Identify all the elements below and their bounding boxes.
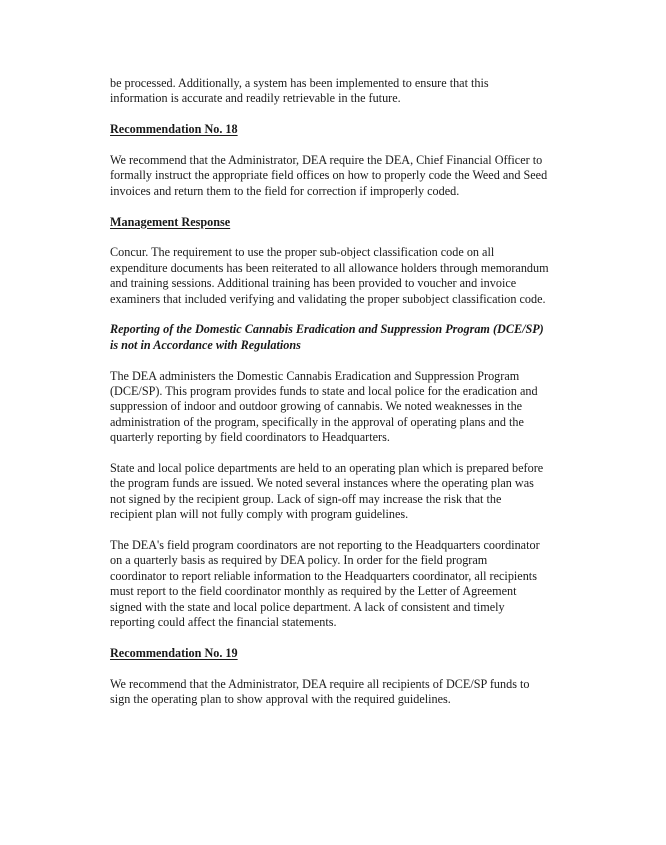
management-response-heading: Management Response xyxy=(110,214,231,229)
text-line: signed with the state and local police department. A lack of consistent and timely xyxy=(110,599,505,614)
dcesp-paragraph-1 xyxy=(110,369,592,446)
document-page xyxy=(110,76,592,708)
text-line: We recommend that the Administrator, DEA require the DEA, Chief Financial Officer to xyxy=(110,153,543,167)
text-line: suppression of indoor and outdoor growing of cannabis. We noted weaknesses in the xyxy=(110,399,523,414)
management-response-paragraph xyxy=(110,245,592,307)
text-line: expenditure documents has been reiterated to all allowance holders through memorandum xyxy=(110,260,549,275)
heading-line: is not in Accordance with Regulations xyxy=(110,337,301,352)
text-line: The DEA's field program coordinators are not reporting to the Headquarters coordinator xyxy=(110,538,540,553)
text-line: information is accurate and readily retrievable in the future. xyxy=(110,91,401,106)
dcesp-paragraph-3 xyxy=(110,538,592,630)
text-line: The DEA administers the Domestic Cannabis Eradication and Suppression Program xyxy=(110,368,520,383)
recommendation-18-paragraph xyxy=(110,153,592,199)
recommendation-19-paragraph xyxy=(110,677,592,708)
text-line: and training sessions. Additional training has been provided to voucher and invoice xyxy=(110,276,517,291)
dcesp-section-heading xyxy=(110,322,592,353)
intro-paragraph xyxy=(110,76,592,107)
text-line: must report to the field coordinator monthly as required by the Letter of Agreement xyxy=(110,584,517,599)
text-line: invoices and return them to the field for correction if improperly coded. xyxy=(110,183,460,198)
text-line: the program funds are issued. We noted several instances where the operating plan was xyxy=(110,476,534,491)
text-line: administration of the program, specifically in the approval of operating plans and the xyxy=(110,414,524,429)
dcesp-paragraph-2 xyxy=(110,461,592,523)
text-line: State and local police departments are held to an operating plan which is prepared before xyxy=(110,461,544,476)
text-line: recipient plan will not fully comply with program guidelines. xyxy=(110,507,409,522)
recommendation-18-heading: Recommendation No. 18 xyxy=(110,122,238,137)
text-line: Concur. The requirement to use the proper sub-object classification code on all xyxy=(110,245,495,260)
text-line: reporting could affect the financial statements. xyxy=(110,615,337,630)
text-line: coordinator to report reliable information to the Headquarters coordinator, all recipients xyxy=(110,568,537,583)
text-line: on a quarterly basis as required by DEA policy. In order for the field program xyxy=(110,553,488,568)
text-line: examiners that included verifying and validating the proper subobject classification code. xyxy=(110,291,546,306)
text-line: formally instruct the appropriate field offices on how to properly code the Weed and Seed xyxy=(110,168,548,183)
text-line: sign the operating plan to show approval with the required guidelines. xyxy=(110,692,451,707)
text-line: not signed by the recipient group. Lack of sign-off may increase the risk that the xyxy=(110,491,502,506)
recommendation-19-heading: Recommendation No. 19 xyxy=(110,645,238,660)
text-line: We recommend that the Administrator, DEA require all recipients of DCE/SP funds to xyxy=(110,676,530,691)
heading-line: Reporting of the Domestic Cannabis Eradication and Suppression Program (DCE/SP) xyxy=(110,322,544,337)
text-line: quarterly reporting by field coordinators to Headquarters. xyxy=(110,430,390,445)
text-line: (DCE/SP). This program provides funds to state and local police for the eradication and xyxy=(110,384,538,399)
text-line: be processed. Additionally, a system has been implemented to ensure that this xyxy=(110,76,489,90)
